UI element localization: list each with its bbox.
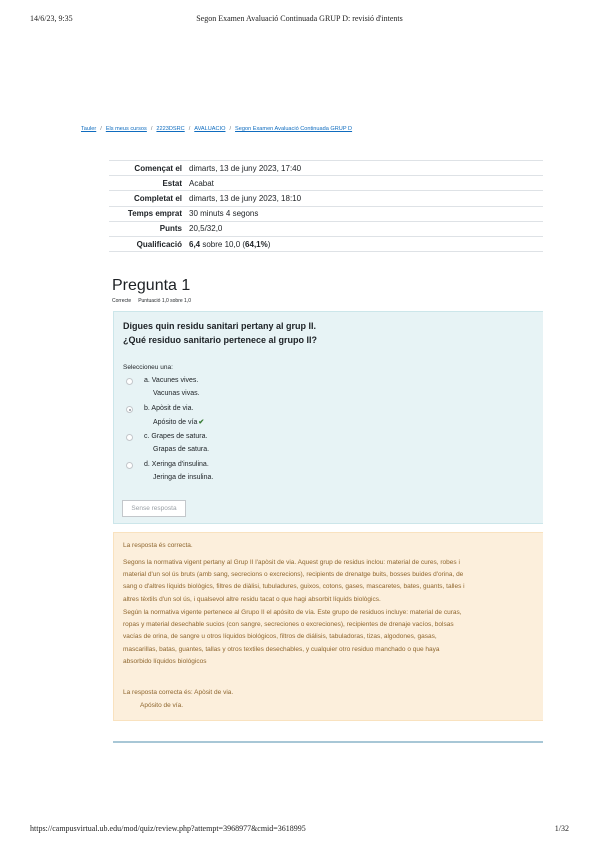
grade-end: ) <box>267 239 271 249</box>
summary-value: dimarts, 13 de juny 2023, 18:10 <box>189 193 302 203</box>
radio-button[interactable] <box>126 462 133 469</box>
summary-row-completed <box>109 191 543 206</box>
summary-row-grade <box>109 236 543 251</box>
summary-label: Qualificació <box>136 239 182 249</box>
option-translation-text: Apósito de vía <box>153 419 198 426</box>
answer-option-c[interactable] <box>126 433 426 459</box>
feedback-line: mascarillas, batas, guantes, tallas y otros textiles desechables, y cualquier otro residuo manchado o que haya <box>123 645 440 653</box>
feedback-line: altres tèxtils d'un sol ús, i qualsevol altre residu tacat o que hagi absorbit líquids biològics. <box>123 595 381 603</box>
summary-value: 20,5/32,0 <box>189 224 223 234</box>
summary-row-time-taken <box>109 206 543 221</box>
breadcrumb-item-section[interactable]: AVALUACIO <box>194 126 226 132</box>
breadcrumb-item-course[interactable]: 2223DSRC <box>156 126 185 132</box>
breadcrumb-separator: / <box>150 126 153 132</box>
option-translation: Jeringa de insulina. <box>153 474 214 481</box>
correct-answer-translation: Apósito de vía. <box>140 702 183 709</box>
summary-row-started <box>109 161 543 176</box>
summary-label: Començat el <box>134 163 182 173</box>
breadcrumb-item-quiz[interactable]: Segon Examen Avaluació Continuada GRUP D <box>235 126 353 132</box>
feedback-line: material d'un sol ús bruts (amb sang, secrecions o excrecions), recipients de drenatge buits, bosses buides d'orina, de <box>123 571 464 579</box>
radio-button[interactable] <box>126 378 133 385</box>
question-text-catalan: Digues quin residu sanitari pertany al grup II. <box>123 321 317 331</box>
radio-button[interactable] <box>126 434 133 441</box>
question-text-spanish: ¿Qué residuo sanitario pertenece al grupo II? <box>123 335 318 345</box>
question-info <box>112 298 191 304</box>
summary-label: Estat <box>162 178 182 188</box>
print-datetime: 14/6/23, 9:35 <box>30 14 73 23</box>
option-label: c. Grapes de satura. <box>144 433 208 440</box>
grade-score: 6,4 <box>189 239 201 249</box>
correct-answer-text: La resposta correcta és: Apòsit de via. <box>123 689 234 696</box>
option-label: a. Vacunes vives. <box>144 377 199 384</box>
summary-value: 30 minuts 4 segons <box>189 209 259 219</box>
question-prompt: Seleccioneu una: <box>123 364 173 371</box>
summary-value: Acabat <box>189 178 214 188</box>
question-score: Puntuació 1,0 sobre 1,0 <box>138 298 192 304</box>
print-page-title: Segon Examen Avaluació Continuada GRUP D: revisió d'intents <box>196 14 403 23</box>
option-translation: Grapas de satura. <box>153 446 210 453</box>
question-divider <box>113 741 543 743</box>
summary-grade-value <box>189 236 543 251</box>
question-content-box <box>113 311 543 524</box>
option-translation <box>153 418 204 426</box>
question-title: Pregunta 1 <box>112 277 191 294</box>
summary-row-state <box>109 176 543 191</box>
answer-option-d[interactable] <box>126 461 426 487</box>
breadcrumb-item-my-courses[interactable]: Els meus cursos <box>105 126 147 132</box>
option-label: b. Apòsit de via. <box>144 405 194 412</box>
feedback-explanation-spanish <box>123 607 543 668</box>
feedback-line: Segons la normativa vigent pertany al Grup II l'apòsit de via. Aquest grup de residus inclou: material de cures, robes i <box>123 559 460 566</box>
print-url: https://campusvirtual.ub.edu/mod/quiz/review.php?attempt=3968977&cmid=3618995 <box>30 824 306 833</box>
answer-option-b[interactable] <box>126 405 426 431</box>
print-footer <box>30 824 569 836</box>
feedback-line: sang o d'altres líquids biològics, filtres de diàlisi, tubuladures, guixos, cotons, gases, mascaretes, bates, guants, talles i <box>123 583 465 591</box>
summary-label: Punts <box>159 224 182 234</box>
breadcrumb-separator: / <box>100 126 102 132</box>
breadcrumb <box>81 126 352 132</box>
summary-label: Completat el <box>133 193 182 203</box>
breadcrumb-separator: / <box>229 126 232 132</box>
feedback-line: Según la normativa vigente pertenece al Grupo II el apósito de vía. Este grupo de residuos incluye: material de curas, <box>123 609 462 616</box>
print-page-number: 1/32 <box>554 824 569 833</box>
grade-percent: 64,1% <box>245 239 268 249</box>
feedback-line: absorbido líquidos biológicos <box>123 657 207 665</box>
feedback-explanation-catalan <box>123 557 543 606</box>
grade-mid: sobre 10,0 ( <box>200 239 246 249</box>
breadcrumb-item-dashboard[interactable]: Tauler <box>81 126 97 132</box>
summary-row-marks <box>109 221 543 236</box>
feedback-box <box>113 532 543 721</box>
feedback-line: vacías de orina, de sangre u otros líquidos biológicos, filtros de diálisis, tabuladoras, tizas, algodones, gasas, <box>123 633 437 641</box>
breadcrumb-separator: / <box>188 126 191 132</box>
attempt-summary-table <box>109 160 543 252</box>
summary-label: Temps emprat <box>127 209 182 219</box>
clear-choice-button[interactable]: Sense resposta <box>122 500 186 517</box>
question-status: Correcte <box>112 298 132 304</box>
correct-check-icon: ✔ <box>198 419 205 426</box>
radio-button-selected[interactable] <box>126 406 133 413</box>
feedback-line: ropas y material desechable sucios (con sangre, secreciones o excreciones), recipientes de drenaje vacíos, bolsas <box>123 621 454 629</box>
summary-value: dimarts, 13 de juny 2023, 17:40 <box>189 163 302 173</box>
option-translation: Vacunas vivas. <box>153 390 200 397</box>
answer-option-a[interactable] <box>126 377 426 403</box>
print-header <box>30 14 569 26</box>
option-label: d. Xeringa d'insulina. <box>144 461 209 468</box>
feedback-correct-text: La resposta és correcta. <box>123 542 193 549</box>
